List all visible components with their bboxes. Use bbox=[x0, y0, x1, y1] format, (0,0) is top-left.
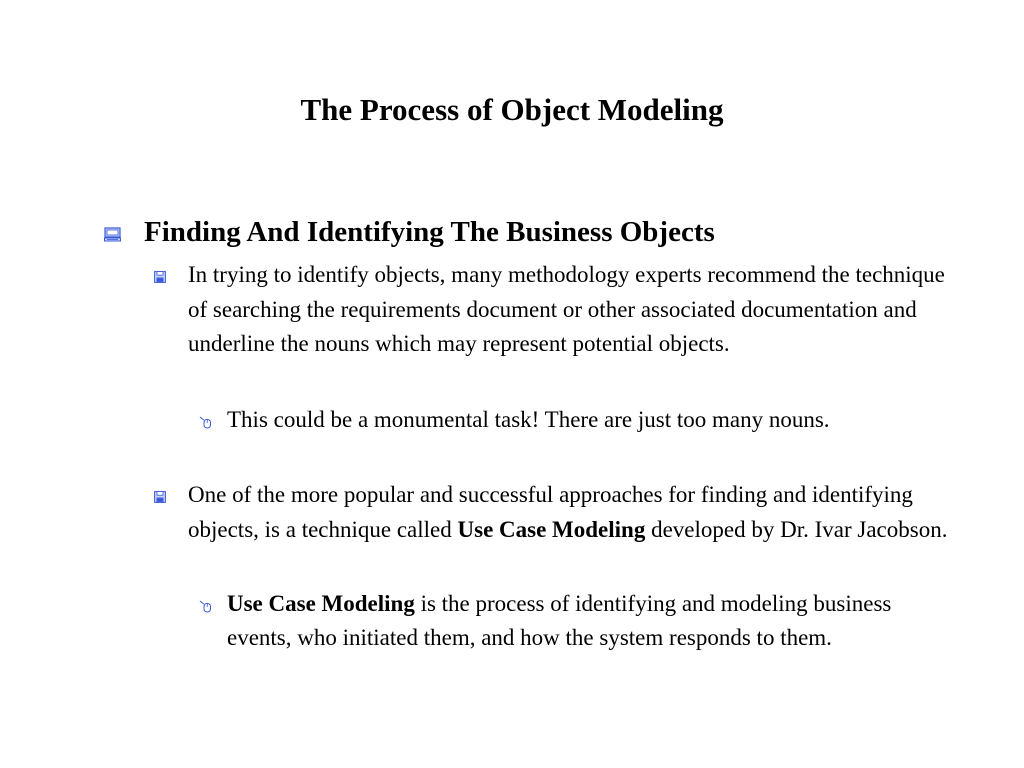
point-1-text: In trying to identify objects, many methodology experts recommend the technique of searching the requirements document or other associated documentation and underline the nouns which may represent potential objects. bbox=[188, 262, 945, 356]
mouse-icon bbox=[198, 587, 227, 623]
point-2-text-before: One of the more popular and successful approaches for finding and identifying objects, is a technique called bbox=[188, 482, 913, 542]
point-2-text-after: developed by Dr. Ivar Jacobson. bbox=[645, 516, 948, 542]
floppy-disk-icon bbox=[154, 478, 188, 514]
subpoint-2-text-bold: Use Case Modeling bbox=[227, 591, 415, 616]
subpoint-1-text: This could be a monumental task! There are just too many nouns. bbox=[227, 407, 830, 432]
point-1 bbox=[154, 258, 954, 362]
computer-icon bbox=[104, 212, 144, 254]
point-2-text bbox=[188, 478, 954, 547]
subpoint-2 bbox=[198, 587, 958, 655]
point-2-text-bold: Use Case Modeling bbox=[457, 516, 646, 542]
slide-title: The Process of Object Modeling bbox=[300, 92, 724, 127]
floppy-disk-icon bbox=[154, 258, 188, 294]
point-2 bbox=[154, 478, 954, 547]
subpoint-2-text bbox=[227, 587, 958, 655]
mouse-icon bbox=[198, 403, 227, 439]
heading-bullet bbox=[104, 212, 964, 254]
subpoint-2-text-after: is the process of identifying and modeling business events, who initiated them, and how the system responds to them. bbox=[227, 591, 892, 650]
subpoint-1 bbox=[198, 403, 958, 439]
heading-text: Finding And Identifying The Business Objects bbox=[144, 216, 715, 248]
